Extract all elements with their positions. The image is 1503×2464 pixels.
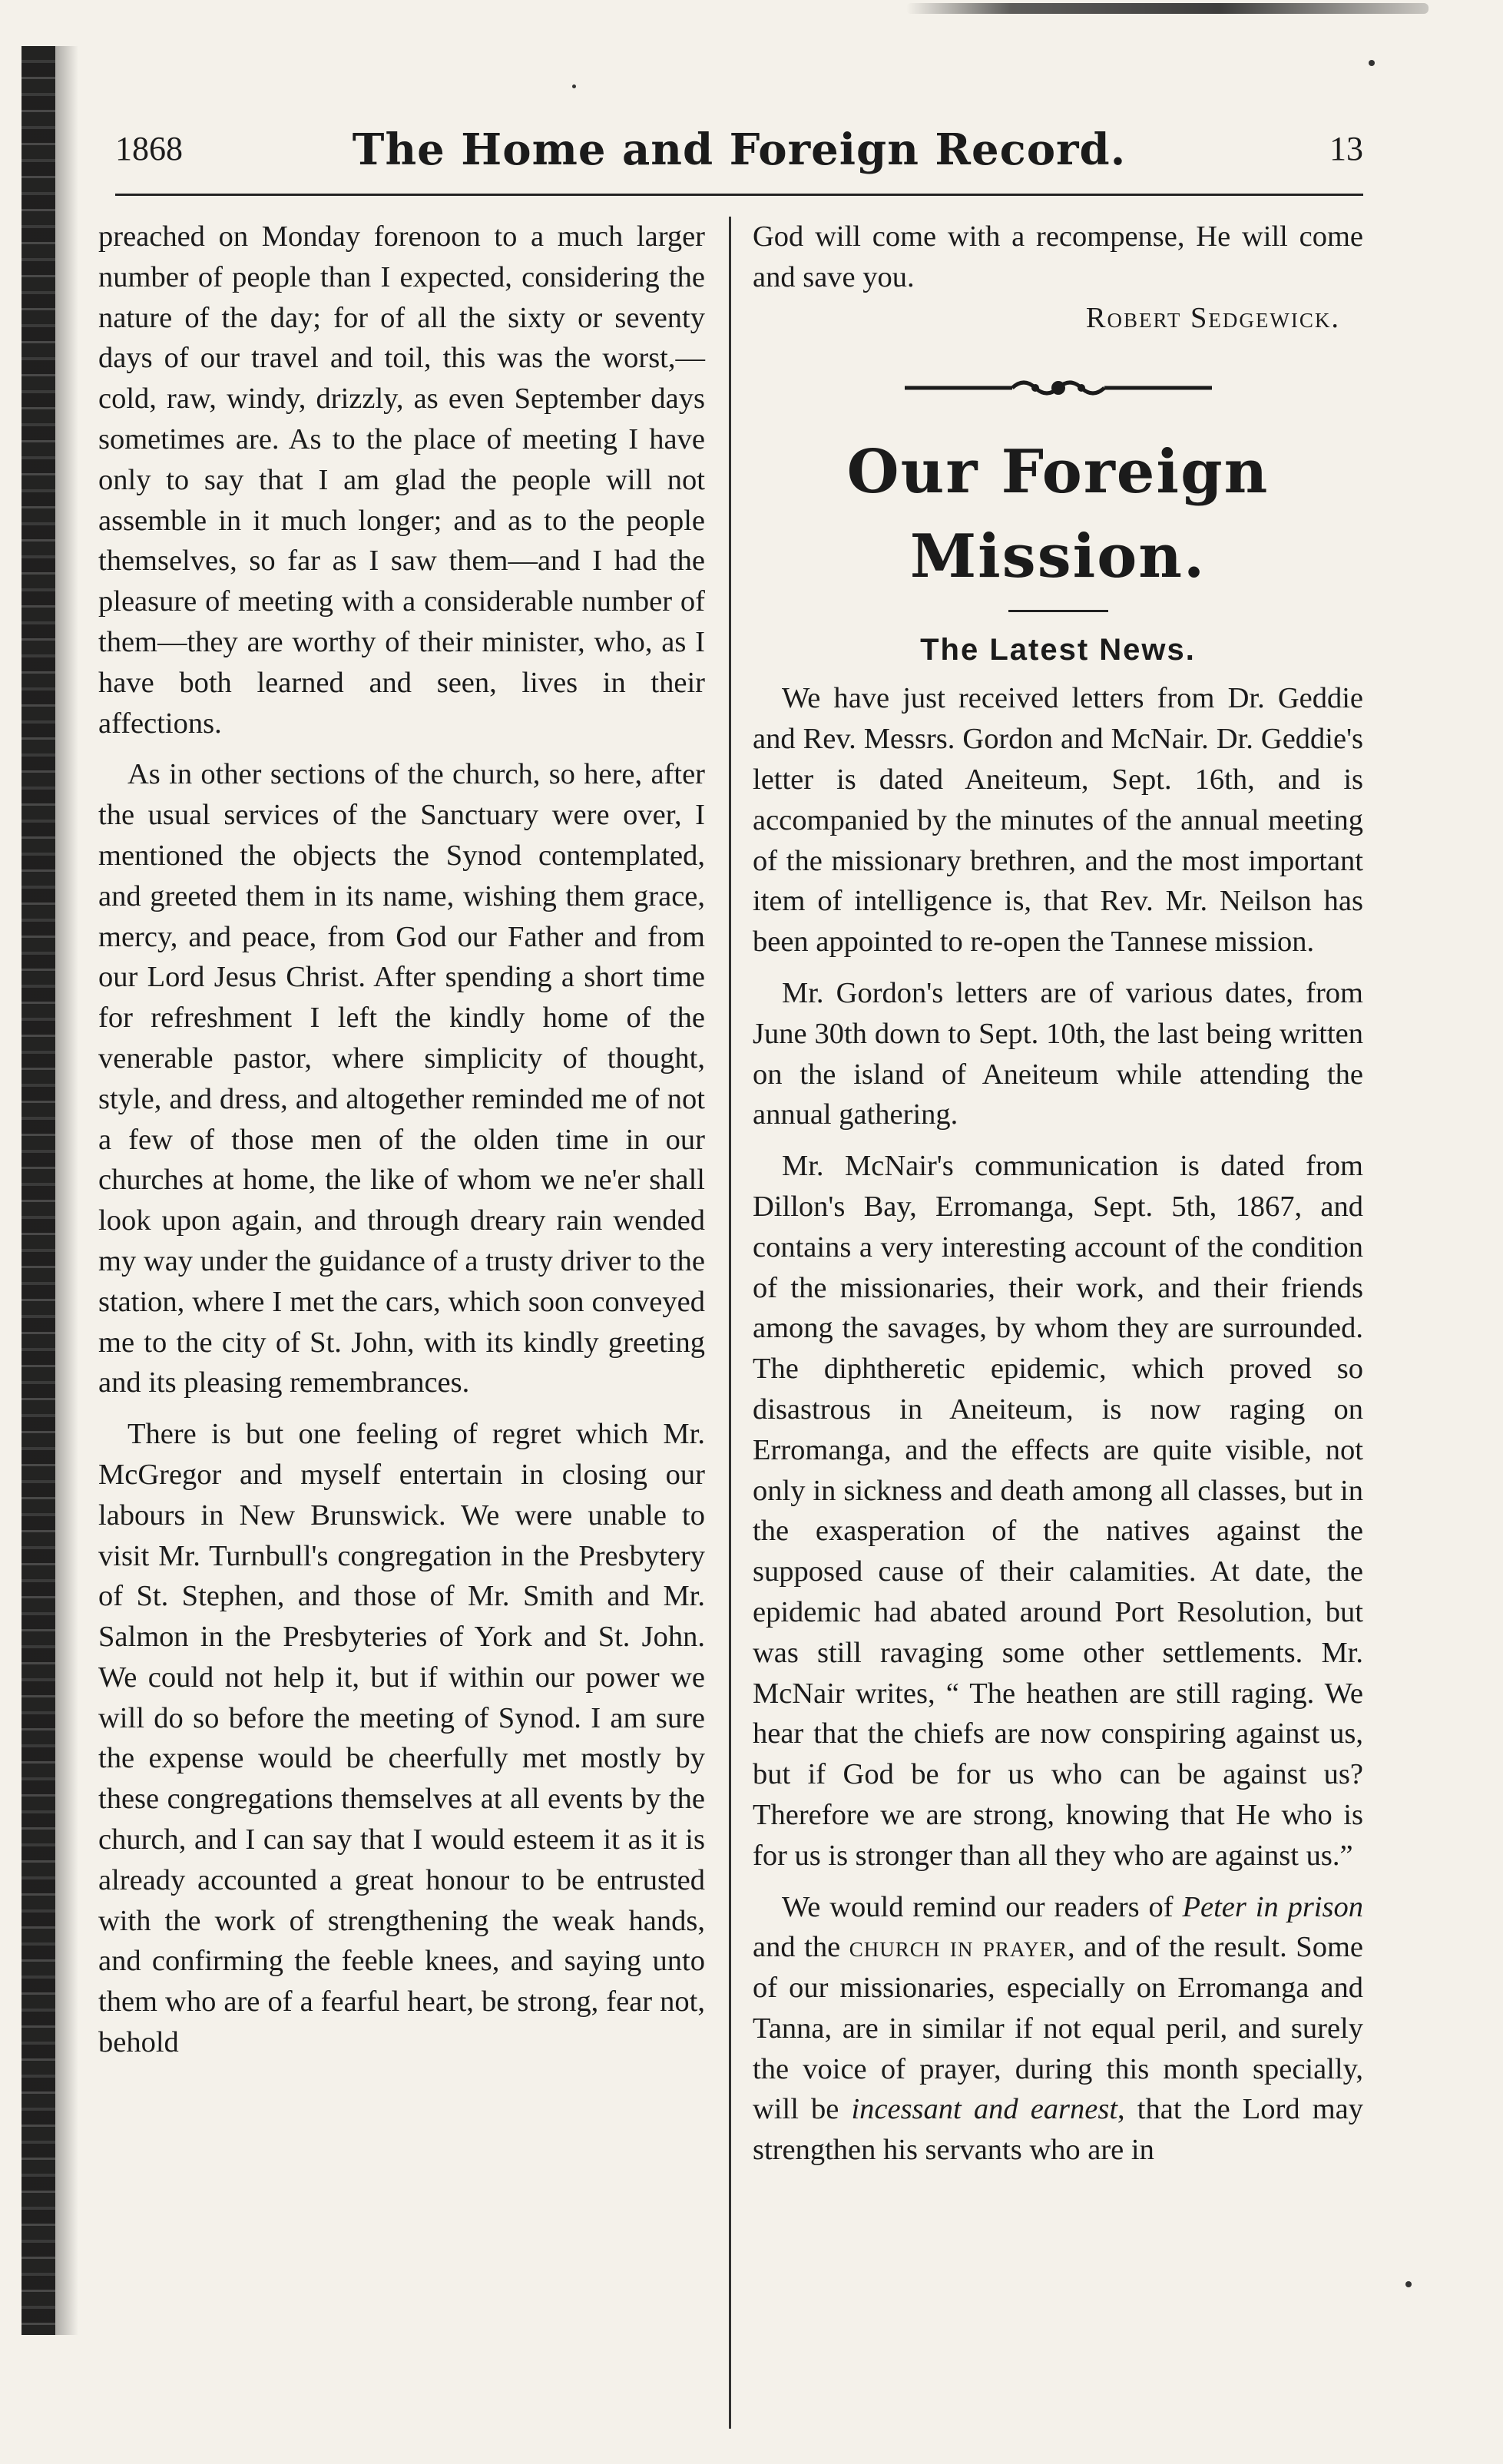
author-signature: Robert Sedgewick. bbox=[1085, 301, 1340, 334]
paragraph: We have just received letters from Dr. Geddie and Rev. Messrs. Gordon and McNair. Dr. Geddie's letter is dated Aneiteum, Sept. 16th, and is accompanied by the minutes of the annual meeting of the missionary brethren, and the most important item of intelligence is, that Rev. Mr. Neilson has been appointed to re-open the Tannese mission. bbox=[753, 682, 1363, 959]
running-header bbox=[115, 124, 1363, 183]
paragraph: Mr. Gordon's letters are of various dates, from June 30th down to Sept. 10th, the last being written on the island of Aneiteum while attending the annual gathering. bbox=[753, 976, 1363, 1131]
left-column bbox=[98, 217, 705, 2063]
header-rule bbox=[115, 194, 1363, 196]
journal-masthead: The Home and Foreign Record. bbox=[352, 124, 1127, 175]
ink-speck bbox=[1369, 60, 1375, 66]
italic-phrase: incessant and earnest bbox=[851, 2093, 1118, 2126]
title-rule bbox=[1008, 610, 1108, 612]
column-divider bbox=[729, 217, 731, 2429]
italic-phrase: Peter in prison bbox=[1182, 1890, 1363, 1923]
page-number: 13 bbox=[1329, 130, 1363, 167]
paragraph: As in other sections of the church, so here, after the usual services of the Sanctuary were over, I mentioned the objects the Synod contemplated, and greeted them in its name, wishing them grace, mercy, and peace, from God our Father and from our Lord Jesus Christ. After spending a short time for refreshment I left the kindly home of the venerable pastor, where simplicity of thought, style, and dress, and altogether reminded me of not a few of those men of the olden time in our churches at home, the like of whom we ne'er shall look upon again, and through dreary rain wended my way under the guidance of a trusty driver to the station, where I met the cars, which soon conveyed me to the city of St. John, with its kindly greeting and its pleasing remembrances. bbox=[98, 758, 705, 1399]
ink-speck bbox=[1405, 2281, 1412, 2287]
scan-smudge bbox=[906, 3, 1429, 14]
paragraph: Mr. McNair's communication is dated from Dillon's Bay, Erromanga, Sept. 5th, 1867, and contains a very interesting account of the condition of the missionaries, their work, and their friends among the savages, by whom they are surrounded. The diphtheretic epidemic, which proved so disastrous in Aneiteum, is now raging on Erromanga, and the effects are quite visible, not only in sickness and death among all classes, but in the exasperation of the natives against the supposed cause of their calamities. At date, the epidemic had abated around Port Resolution, but was still ravaging some other settlements. Mr. McNair writes, “ The heathen are still raging. We hear that the chiefs are now conspiring against us, but if God be for us who can be against us? Therefore we are strong, knowing that He who is for us is stronger than all they who are against us.” bbox=[753, 1150, 1363, 1872]
ornamental-divider bbox=[753, 359, 1363, 416]
header-year: 1868 bbox=[115, 130, 183, 167]
ink-speck bbox=[572, 84, 576, 88]
right-column bbox=[753, 217, 1363, 2171]
scanned-page-edge-shadow bbox=[55, 46, 78, 2335]
small-caps-phrase: church in prayer bbox=[849, 1931, 1068, 1964]
subheading: The Latest News. bbox=[920, 633, 1196, 667]
paragraph: We would remind our readers of Peter in prison and the church in prayer, and of the result. Some of our missionaries, especially on Erromanga and Tanna, are in similar if not equal peril, and surely the voice of prayer, during this month specially, will be incessant and earnest, that the Lord may strengthen his servants who are in bbox=[753, 1890, 1363, 2167]
paragraph: There is but one feeling of regret which Mr. McGregor and myself entertain in closing our labours in New Brunswick. We were unable to visit Mr. Turnbull's congregation in the Presbytery of St. Stephen, and those of Mr. Smith and Mr. Salmon in the Presbyteries of York and St. John. We could not help it, but if within our power we will do so before the meeting of Synod. I am sure the expense would be cheerfully met mostly by these congregations themselves at all events by the church, and I can say that I would esteem it as it is already accounted a great honour to be entrusted with the work of strengthening the weak hands, and confirming the feeble knees, and saying unto them who are of a fearful heart, be strong, fear not, behold bbox=[98, 1418, 705, 2059]
continued-paragraph: God will come with a recompense, He will come and save you. bbox=[753, 220, 1363, 293]
paragraph: preached on Monday forenoon to a much larger number of people than I expected, considering the nature of the day; for of all the sixty or seventy days of our travel and toil, this was the worst,—cold, raw, windy, drizzly, as even September days sometimes are. As to the place of meeting I have only to say that I am glad the people will not assemble in it much longer; and as to the people themselves, so far as I saw them—and I had the pleasure of meeting with a considerable number of them—they are worthy of their minister, who, as I have both learned and seen, lives in their affections. bbox=[98, 220, 705, 740]
ornament-icon bbox=[897, 373, 1220, 403]
section-title: Our Foreign Mission. bbox=[846, 437, 1270, 592]
scanned-page-edge bbox=[22, 46, 55, 2335]
